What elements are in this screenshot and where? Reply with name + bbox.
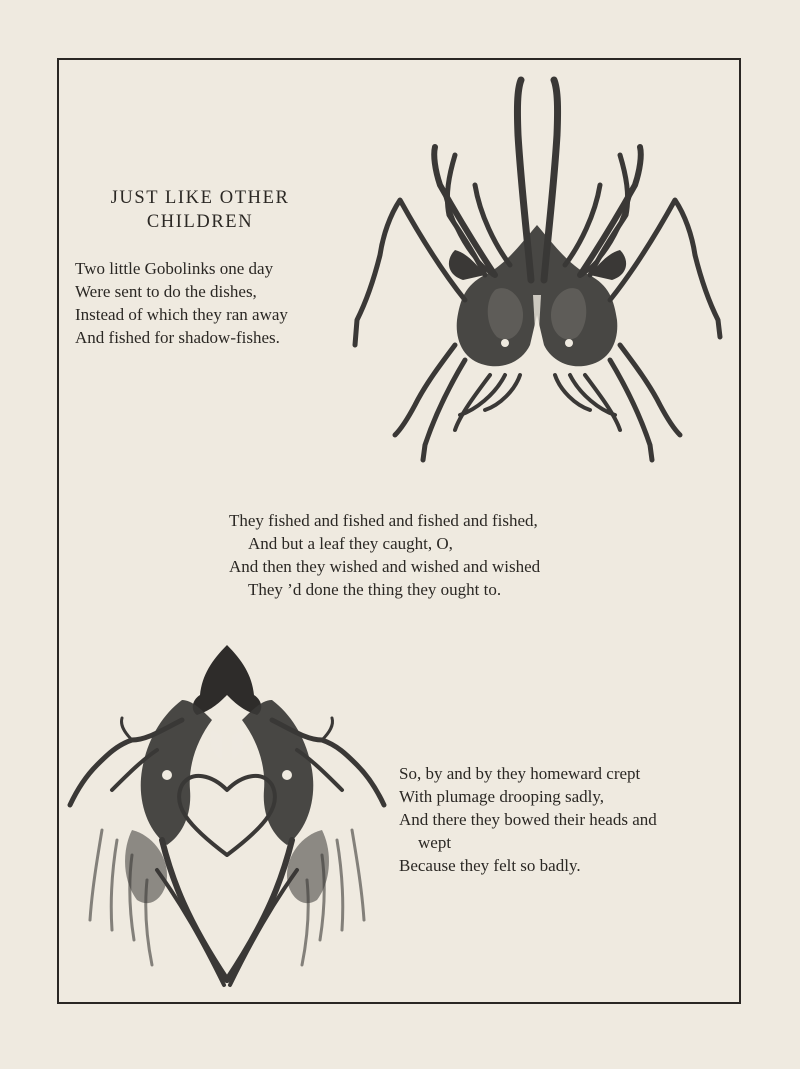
- verse-line: And then they wished and wished and wished: [229, 557, 541, 576]
- stanza-3: [399, 762, 657, 877]
- verse-line: They fished and fished and fished and fished,: [229, 511, 538, 530]
- verse-line: Two little Gobolinks one day: [75, 259, 274, 278]
- verse-line: Because they felt so badly.: [399, 856, 581, 875]
- stanza-2: [229, 509, 540, 601]
- verse-line: And fished for shadow-fishes.: [75, 328, 280, 347]
- poem-title: [60, 186, 340, 234]
- verse-line: And but a leaf they caught, O,: [248, 534, 453, 553]
- verse-line: wept: [418, 833, 452, 852]
- verse-line: With plumage drooping sadly,: [399, 787, 605, 806]
- verse-line: And there they bowed their heads and: [399, 810, 657, 829]
- verse-line: So, by and by they homeward crept: [399, 764, 641, 783]
- ink-blot-illustration-top: [345, 75, 730, 470]
- verse-line: Were sent to do the dishes,: [75, 282, 257, 301]
- title-line: JUST LIKE OTHER: [110, 188, 290, 208]
- verse-line: Instead of which they ran away: [75, 305, 288, 324]
- ink-blot-illustration-bottom: [62, 640, 392, 990]
- stanza-1: [75, 257, 288, 349]
- title-line: CHILDREN: [146, 212, 254, 232]
- verse-line: They ’d done the thing they ought to.: [248, 580, 502, 599]
